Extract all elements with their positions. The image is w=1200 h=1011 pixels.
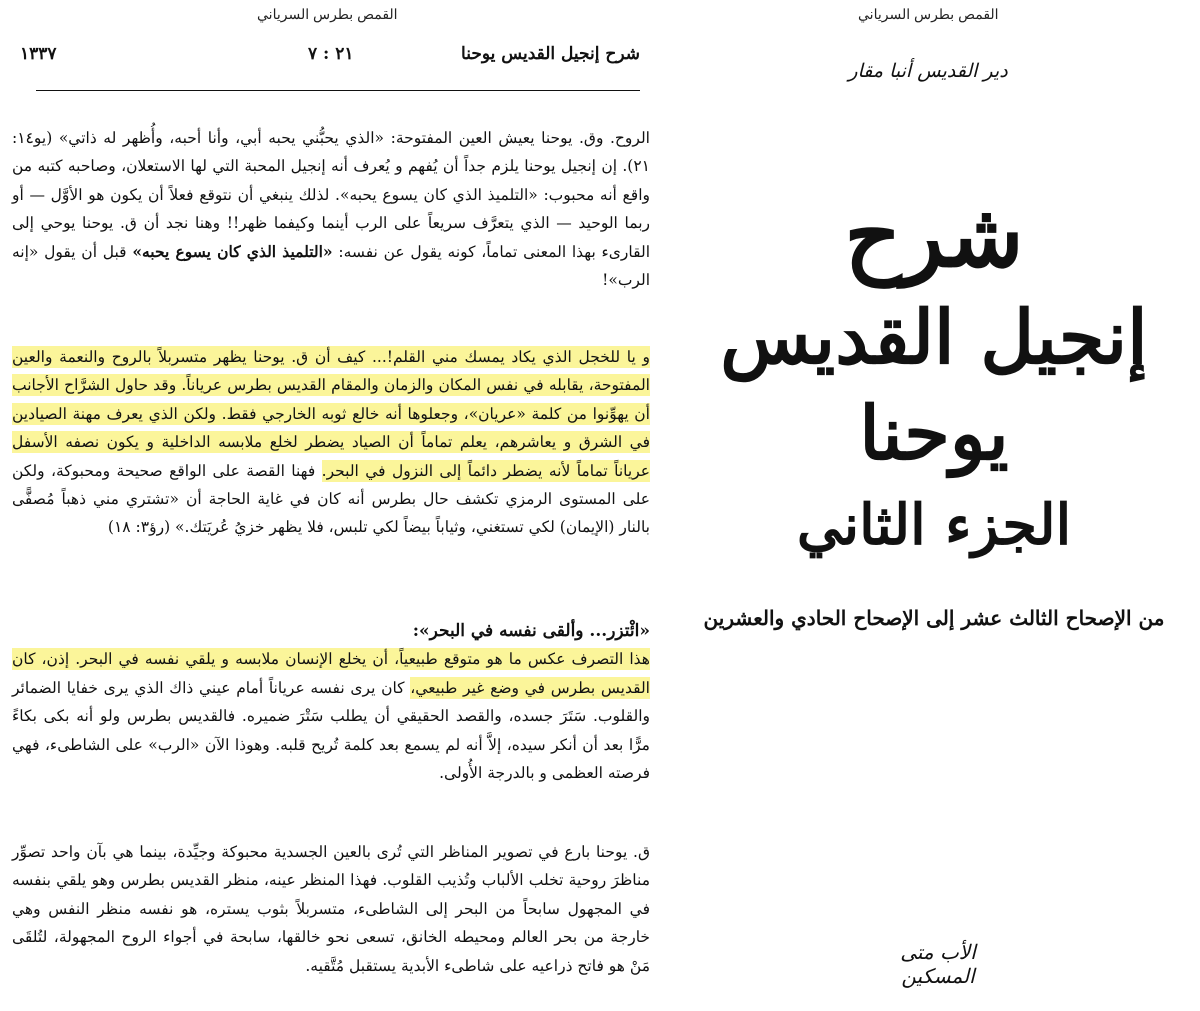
paragraph-3 bbox=[12, 617, 650, 787]
author-signature: الأب متى المسكين bbox=[900, 940, 976, 988]
right-page bbox=[668, 0, 1200, 1011]
book-title-line-1: شرح bbox=[844, 183, 1024, 287]
page-number: ١٣٣٧ bbox=[20, 44, 57, 64]
highlighted-passage: و يا للخجل الذي يكاد يمسك مني القلم!... كيف أن ق. يوحنا يظهر متسربلاً بالروح والنعمة والعين المفتوحة، يقابله في نفس المكان والزمان والمقام القديس بطرس عرياناً. وقد حاول الشرَّاح الأجانب أن يهوِّنوا من كلمة «عريان»، وجعلوها أنه خالع ثوبه الخارجي فقط. ولكن الذي يعرف مهنة الصيادين في الشرق و يعاشرهم، يعلم تماماً أن الصياد يضطر لخلع ملابسه الداخلية و يكون نصفه الأسفل عرياناً تماماً لأنه يضطر دائماً إلى النزول في البحر. bbox=[12, 348, 651, 480]
paragraph-text: الروح. وق. يوحنا يعيش العين المفتوحة: «الذي يحبُّني يحبه أبي، وأنا أحبه، وأُظهر له ذاتي» (يو١٤: ٢١). إن إنجيل يوحنا يلزم جداً أن يُفهم و يُعرف أنه إنجيل المحبة التي لها الاستعلان، وصاحبه كتبه من واقع أنه محبوب: «التلميذ الذي كان يسوع يحبه». لذلك ينبغي أن نتوقع فعلاً أن يكون هو الأوَّل — أو ربما الوحيد — الذي يتعرَّف سريعاً على الرب أينما وكيفما ظهر!! وهنا نجد أن ق. يوحنا يوحي إلى القارىء بهذا المعنى تماماً، كونه يقول عن نفسه: bbox=[12, 129, 650, 261]
subheading: «ائْتزر... وألقى نفسه في البحر»: bbox=[412, 621, 650, 641]
header-rule bbox=[36, 90, 640, 91]
running-head bbox=[20, 44, 640, 72]
highlighted-passage: هذا التصرف عكس ما هو متوقع طبيعياً، أن يخلع الإنسان ملابسه و يلقي نفسه في البحر. إذن، كان القديس بطرس في وضع غير طبيعي، bbox=[12, 650, 650, 697]
running-head-title: شرح إنجيل القديس يوحنا bbox=[461, 44, 640, 64]
bold-phrase: «التلميذ الذي كان يسوع يحبه» bbox=[132, 241, 333, 261]
book-title bbox=[668, 180, 1200, 482]
volume-label: الجزء الثاني bbox=[796, 492, 1072, 558]
paragraph-1 bbox=[12, 124, 650, 294]
paragraph-text-tail: قبل أن يقول «إنه الرب»! bbox=[12, 242, 650, 290]
paragraph-text: كان يرى نفسه عرياناً أمام عيني ذاك الذي يرى خفايا الضمائر والقلوب. سَتَرَ جسده، والقصد الحقيقي أن يطلب سَتْرَ ضميره. فالقديس بطرس ولو أنه بكى بكاءً مرًّا بعد أن أنكر سيده، إلاَّ أنه لم يسمع بعد كلمة تُريح قلبه. وهوذا الآن «الرب» على الشاطىء، فهي فرصته العظمى و بالدرجة الأُولى. bbox=[12, 678, 650, 783]
publisher-name: دير القديس أنبا مقار bbox=[848, 60, 1008, 82]
paragraph-text: ق. يوحنا بارع في تصوير المناظر التي تُرى بالعين الجسدية محبوكة وجيِّدة، بينما هي بآن واحد تصوِّر مناظرَ روحية تخلب الألباب وتُذيب القلوب. فهذا المنظر عينه، منظر القديس بطرس وهو يلقي بنفسه في المجهول سابحاً من البحر إلى الشاطىء، متسربلاً بثوب يستره، هو نفسه منظر النفس وهي خارجة من بحر العالم ومحيطه الخانق، تسعى نحو خالقها، سابحة في أجواء الروح المجهولة، لتُلقَى مَنْ هو فاتح ذراعيه على شاطىء الأبدية يستقبل مُتَّقيه. bbox=[12, 843, 650, 975]
watermark: القمص بطرس السرياني bbox=[257, 6, 398, 22]
paragraph-2 bbox=[12, 343, 650, 542]
book-title-line-2: إنجيل القديس يوحنا bbox=[720, 295, 1148, 477]
chapter-verse-reference: ٢١ : ٧ bbox=[308, 44, 354, 64]
paragraph-4 bbox=[12, 838, 650, 980]
paragraph-text: فهنا القصة على الواقع صحيحة ومحبوكة، ولكن على المستوى الرمزي تكشف حال بطرس أنه كان في غاية الحاجة أن «تشتري مني ذهباً مُصفًّى بالنار (الإيمان) لكي تستغني، وثياباً بيضاً لكي تلبس، فلا يظهر خزيُ عُريَتك.» (رؤ٣: ١٨) bbox=[12, 461, 650, 537]
chapter-range: من الإصحاح الثالث عشر إلى الإصحاح الحادي والعشرين bbox=[703, 606, 1165, 630]
watermark: القمص بطرس السرياني bbox=[858, 6, 999, 22]
